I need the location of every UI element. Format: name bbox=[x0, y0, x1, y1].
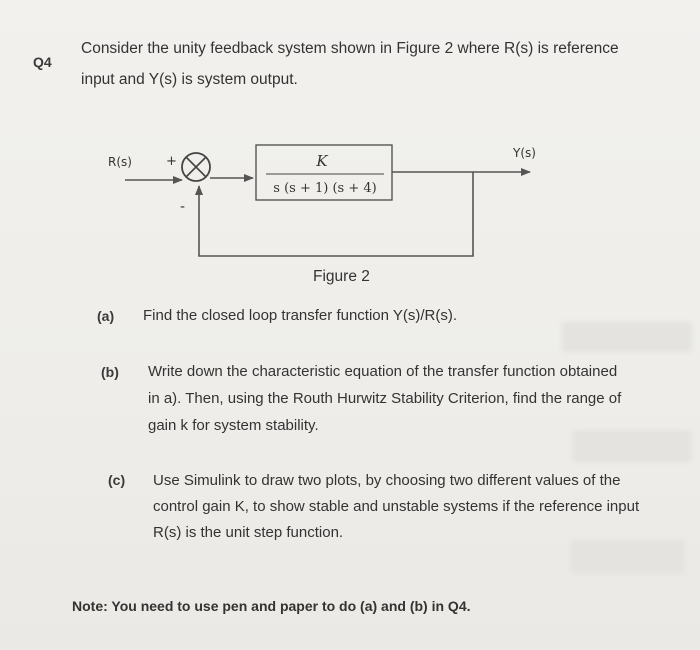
summing-junction bbox=[182, 153, 210, 181]
part-c-line: control gain K, to show stable and unstable systems if the reference input bbox=[153, 498, 640, 515]
note-text: Note: You need to use pen and paper to do (a) and (b) in Q4. bbox=[72, 598, 471, 614]
part-c-label: (c) bbox=[108, 472, 126, 488]
part-b-label: (b) bbox=[101, 364, 119, 380]
part-b-text bbox=[148, 358, 688, 439]
part-a-text bbox=[143, 302, 457, 329]
part-c-text bbox=[153, 468, 688, 546]
part-b-line: in a). Then, using the Routh Hurwitz Stability Criterion, find the range of bbox=[148, 390, 622, 407]
minus-sign: - bbox=[180, 199, 186, 215]
part-a-line: Find the closed loop transfer function Y(s)/R(s). bbox=[143, 307, 458, 324]
intro-line: input and Y(s) is system output. bbox=[81, 71, 298, 88]
figure-caption: Figure 2 bbox=[313, 268, 370, 285]
input-label: R(s) bbox=[108, 155, 132, 169]
output-label: Y(s) bbox=[513, 146, 536, 160]
block-denominator: s (s + 1) (s + 4) bbox=[273, 181, 377, 196]
part-b-line: Write down the characteristic equation of the transfer function obtained bbox=[148, 363, 618, 380]
part-b-line: gain k for system stability. bbox=[148, 417, 319, 434]
part-c-line: Use Simulink to draw two plots, by choosing two different values of the bbox=[153, 472, 621, 489]
question-number: Q4 bbox=[33, 54, 52, 70]
intro-line: Consider the unity feedback system shown in Figure 2 where R(s) is reference bbox=[81, 40, 619, 57]
part-c-line: R(s) is the unit step function. bbox=[153, 524, 344, 541]
block-numerator: K bbox=[316, 152, 328, 170]
part-a-label: (a) bbox=[97, 308, 115, 324]
plus-sign: + bbox=[166, 154, 177, 169]
